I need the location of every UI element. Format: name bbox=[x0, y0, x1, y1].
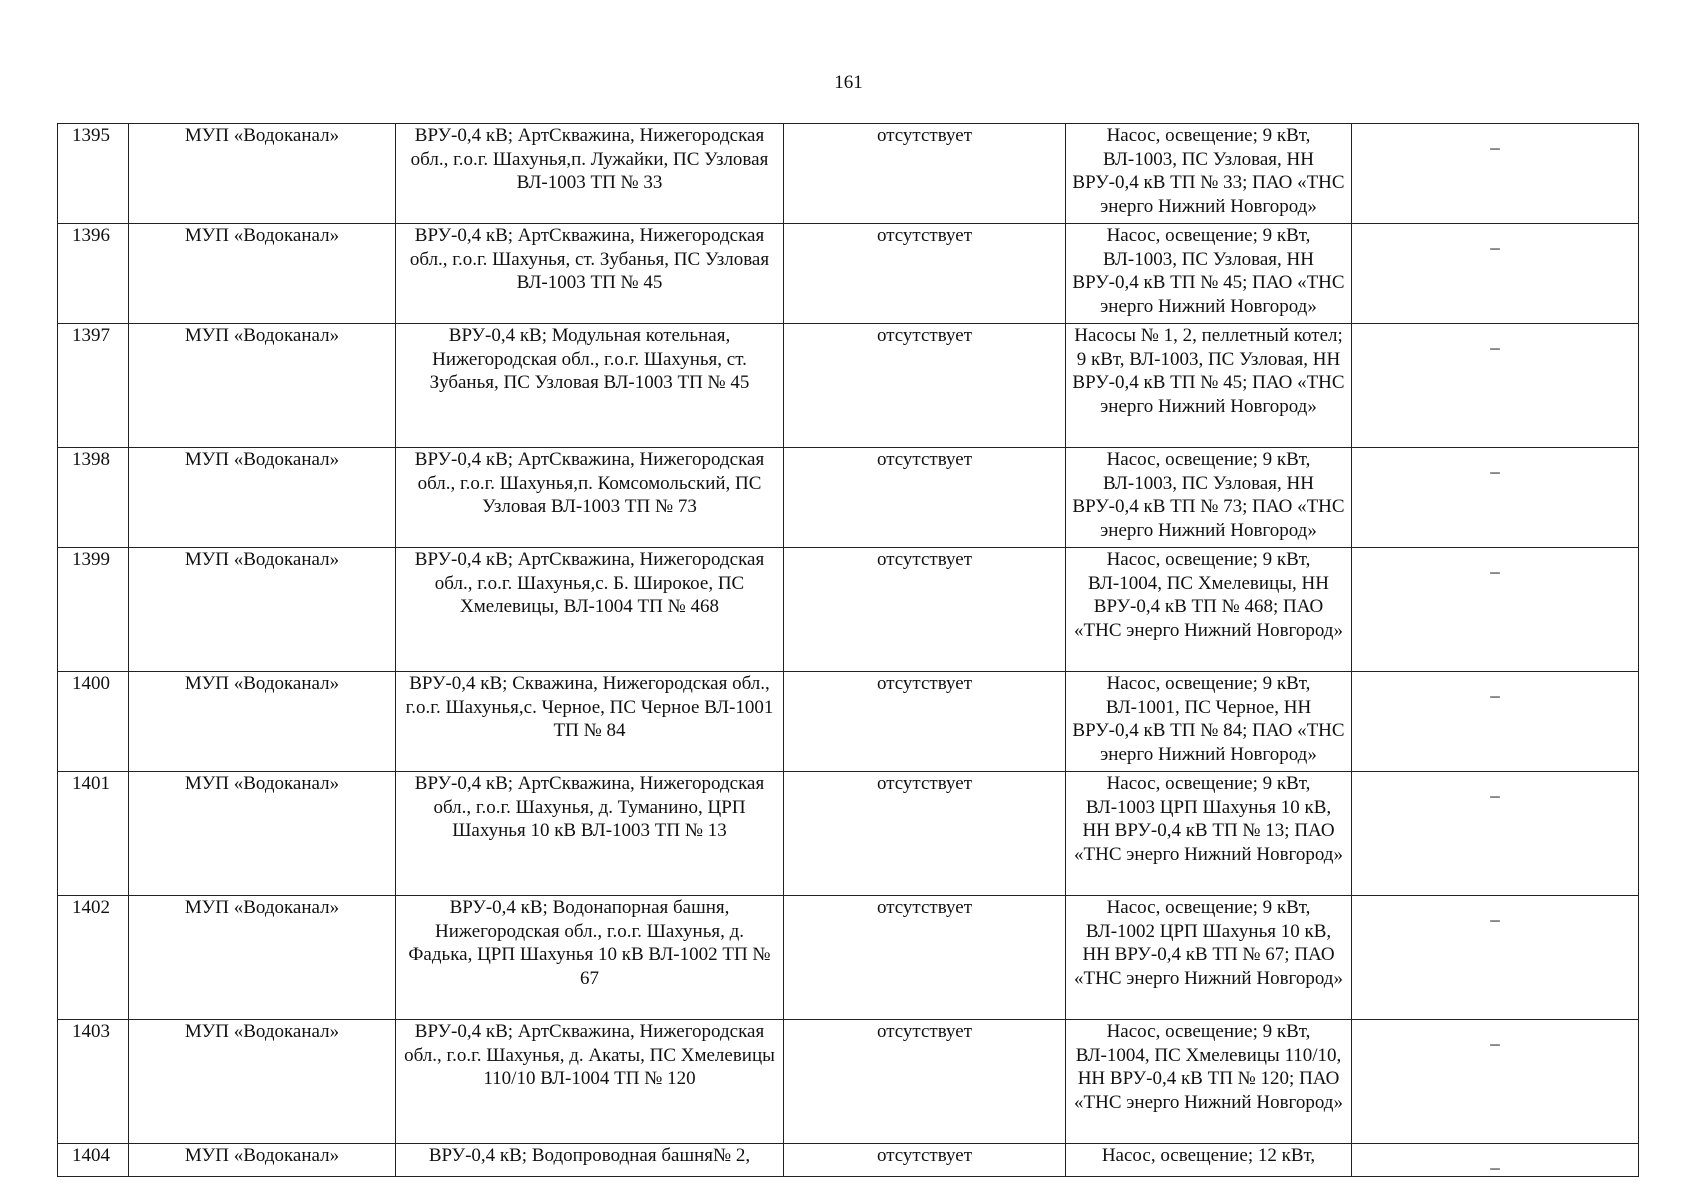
table-row bbox=[58, 772, 1639, 896]
organization-cell: МУП «Водоканал» bbox=[129, 124, 396, 224]
note-cell: _ bbox=[1352, 324, 1639, 448]
status-cell: отсутствует bbox=[784, 324, 1066, 448]
object-cell: ВРУ-0,4 кВ; Водопроводная башня№ 2, bbox=[396, 1144, 784, 1177]
status-cell: отсутствует bbox=[784, 1020, 1066, 1144]
row-number: 1401 bbox=[58, 772, 129, 896]
note-cell: _ bbox=[1352, 124, 1639, 224]
note-cell: _ bbox=[1352, 1144, 1639, 1177]
status-cell: отсутствует bbox=[784, 448, 1066, 548]
object-cell: ВРУ-0,4 кВ; АртСкважина, Нижегородская обл., г.о.г. Шахунья, ст. Зубанья, ПС Узловая ВЛ-1003 ТП № 45 bbox=[396, 224, 784, 324]
table-row bbox=[58, 548, 1639, 672]
table-row bbox=[58, 1020, 1639, 1144]
object-cell: ВРУ-0,4 кВ; Скважина, Нижегородская обл., г.о.г. Шахунья,с. Черное, ПС Черное ВЛ-1001 ТП № 84 bbox=[396, 672, 784, 772]
load-cell: Насос, освещение; 9 кВт, ВЛ-1001, ПС Черное, НН ВРУ-0,4 кВ ТП № 84; ПАО «ТНС энерго Нижний Новгород» bbox=[1066, 672, 1352, 772]
load-cell: Насос, освещение; 9 кВт, ВЛ-1003, ПС Узловая, НН ВРУ-0,4 кВ ТП № 45; ПАО «ТНС энерго Нижний Новгород» bbox=[1066, 224, 1352, 324]
note-cell: _ bbox=[1352, 896, 1639, 1020]
status-cell: отсутствует bbox=[784, 224, 1066, 324]
object-cell: ВРУ-0,4 кВ; АртСкважина, Нижегородская обл., г.о.г. Шахунья, д. Акаты, ПС Хмелевицы 110/10 ВЛ-1004 ТП № 120 bbox=[396, 1020, 784, 1144]
table-row bbox=[58, 672, 1639, 772]
note-cell: _ bbox=[1352, 1020, 1639, 1144]
row-number: 1395 bbox=[58, 124, 129, 224]
row-number: 1402 bbox=[58, 896, 129, 1020]
status-cell: отсутствует bbox=[784, 1144, 1066, 1177]
table-row bbox=[58, 124, 1639, 224]
organization-cell: МУП «Водоканал» bbox=[129, 448, 396, 548]
row-number: 1404 bbox=[58, 1144, 129, 1177]
row-number: 1398 bbox=[58, 448, 129, 548]
table-row bbox=[58, 448, 1639, 548]
load-cell: Насос, освещение; 9 кВт, ВЛ-1003, ПС Узловая, НН ВРУ-0,4 кВ ТП № 73; ПАО «ТНС энерго Нижний Новгород» bbox=[1066, 448, 1352, 548]
load-cell: Насос, освещение; 9 кВт, ВЛ-1002 ЦРП Шахунья 10 кВ, НН ВРУ-0,4 кВ ТП № 67; ПАО «ТНС энерго Нижний Новгород» bbox=[1066, 896, 1352, 1020]
load-cell: Насос, освещение; 9 кВт, ВЛ-1004, ПС Хмелевицы 110/10, НН ВРУ-0,4 кВ ТП № 120; ПАО «ТНС энерго Нижний Новгород» bbox=[1066, 1020, 1352, 1144]
object-cell: ВРУ-0,4 кВ; АртСкважина, Нижегородская обл., г.о.г. Шахунья,с. Б. Широкое, ПС Хмелевицы, ВЛ-1004 ТП № 468 bbox=[396, 548, 784, 672]
status-cell: отсутствует bbox=[784, 548, 1066, 672]
load-cell: Насос, освещение; 9 кВт, ВЛ-1003 ЦРП Шахунья 10 кВ, НН ВРУ-0,4 кВ ТП № 13; ПАО «ТНС энерго Нижний Новгород» bbox=[1066, 772, 1352, 896]
row-number: 1399 bbox=[58, 548, 129, 672]
status-cell: отсутствует bbox=[784, 896, 1066, 1020]
organization-cell: МУП «Водоканал» bbox=[129, 896, 396, 1020]
table-row bbox=[58, 224, 1639, 324]
object-cell: ВРУ-0,4 кВ; Модульная котельная, Нижегородская обл., г.о.г. Шахунья, ст. Зубанья, ПС Узловая ВЛ-1003 ТП № 45 bbox=[396, 324, 784, 448]
organization-cell: МУП «Водоканал» bbox=[129, 772, 396, 896]
note-cell: _ bbox=[1352, 548, 1639, 672]
row-number: 1400 bbox=[58, 672, 129, 772]
organization-cell: МУП «Водоканал» bbox=[129, 672, 396, 772]
organization-cell: МУП «Водоканал» bbox=[129, 224, 396, 324]
row-number: 1403 bbox=[58, 1020, 129, 1144]
organization-cell: МУП «Водоканал» bbox=[129, 548, 396, 672]
object-cell: ВРУ-0,4 кВ; АртСкважина, Нижегородская обл., г.о.г. Шахунья, д. Туманино, ЦРП Шахунья 10 кВ ВЛ-1003 ТП № 13 bbox=[396, 772, 784, 896]
load-cell: Насос, освещение; 9 кВт, ВЛ-1004, ПС Хмелевицы, НН ВРУ-0,4 кВ ТП № 468; ПАО «ТНС энерго Нижний Новгород» bbox=[1066, 548, 1352, 672]
note-cell: _ bbox=[1352, 224, 1639, 324]
row-number: 1397 bbox=[58, 324, 129, 448]
table-row bbox=[58, 896, 1639, 1020]
note-cell: _ bbox=[1352, 772, 1639, 896]
organization-cell: МУП «Водоканал» bbox=[129, 324, 396, 448]
note-cell: _ bbox=[1352, 448, 1639, 548]
registry-table bbox=[57, 123, 1639, 1177]
row-number: 1396 bbox=[58, 224, 129, 324]
load-cell: Насосы № 1, 2, пеллетный котел; 9 кВт, ВЛ-1003, ПС Узловая, НН ВРУ-0,4 кВ ТП № 45; ПАО «ТНС энерго Нижний Новгород» bbox=[1066, 324, 1352, 448]
status-cell: отсутствует bbox=[784, 772, 1066, 896]
table-row bbox=[58, 324, 1639, 448]
load-cell: Насос, освещение; 9 кВт, ВЛ-1003, ПС Узловая, НН ВРУ-0,4 кВ ТП № 33; ПАО «ТНС энерго Нижний Новгород» bbox=[1066, 124, 1352, 224]
object-cell: ВРУ-0,4 кВ; Водонапорная башня, Нижегородская обл., г.о.г. Шахунья, д. Фадька, ЦРП Шахунья 10 кВ ВЛ-1002 ТП № 67 bbox=[396, 896, 784, 1020]
object-cell: ВРУ-0,4 кВ; АртСкважина, Нижегородская обл., г.о.г. Шахунья,п. Комсомольский, ПС Узловая ВЛ-1003 ТП № 73 bbox=[396, 448, 784, 548]
load-cell: Насос, освещение; 12 кВт, bbox=[1066, 1144, 1352, 1177]
organization-cell: МУП «Водоканал» bbox=[129, 1020, 396, 1144]
note-cell: _ bbox=[1352, 672, 1639, 772]
organization-cell: МУП «Водоканал» bbox=[129, 1144, 396, 1177]
status-cell: отсутствует bbox=[784, 124, 1066, 224]
page-number: 161 bbox=[834, 72, 863, 93]
table-row bbox=[58, 1144, 1639, 1177]
object-cell: ВРУ-0,4 кВ; АртСкважина, Нижегородская обл., г.о.г. Шахунья,п. Лужайки, ПС Узловая ВЛ-1003 ТП № 33 bbox=[396, 124, 784, 224]
status-cell: отсутствует bbox=[784, 672, 1066, 772]
